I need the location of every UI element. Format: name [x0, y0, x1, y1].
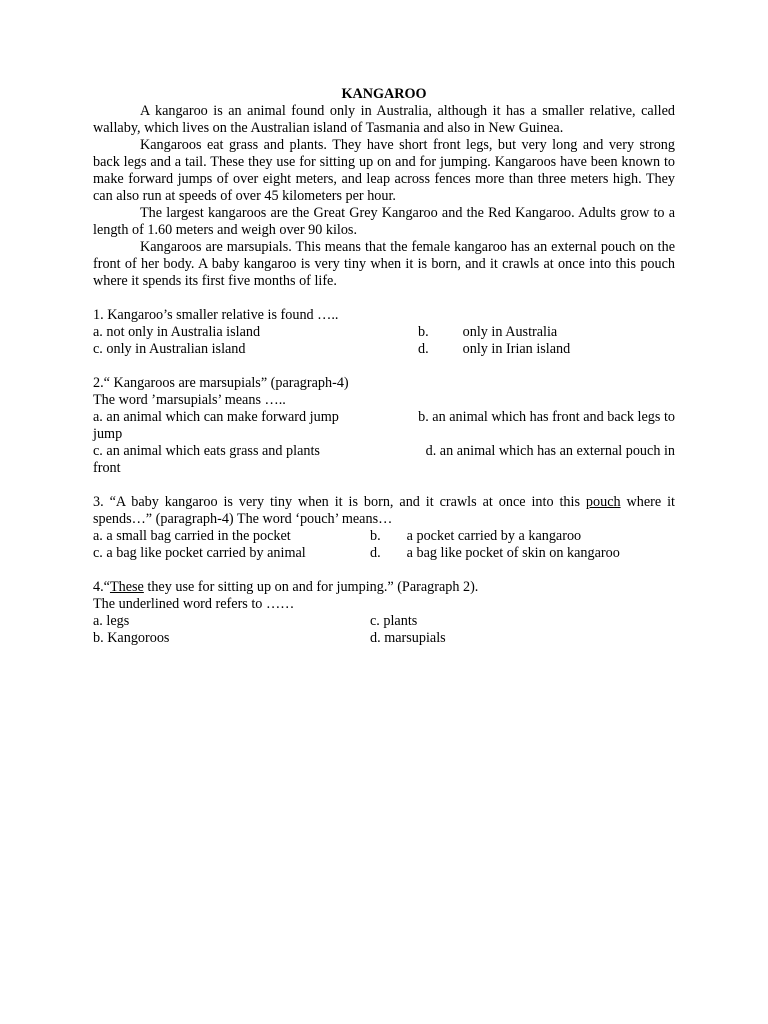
question-3-row-1 — [93, 528, 675, 545]
question-1-option-a: a. not only in Australia island — [93, 324, 261, 340]
question-4-stem-underlined: These — [109, 579, 144, 595]
question-3-option-b-text: a pocket carried by a kangaroo — [406, 528, 582, 544]
question-1-option-d — [418, 341, 570, 358]
question-1-stem: 1. Kangaroo’s smaller relative is found ….. — [93, 307, 339, 323]
question-2-option-b: b. an animal which has front and back legs to — [418, 409, 675, 425]
paragraph-1: A kangaroo is an animal found only in Australia, although it has a smaller relative, called wallaby, which lives on the Australian island of Tasmania and also in New Guinea. — [93, 103, 675, 136]
question-3-option-b-letter: b. — [370, 528, 381, 544]
question-2-stem-2: The word ’marsupials’ means ….. — [93, 392, 286, 408]
question-4-row-2 — [93, 630, 675, 647]
question-3-option-d-letter: d. — [370, 545, 381, 561]
question-2-option-d: d. an animal which has an external pouch in — [425, 443, 675, 459]
question-1-option-d-text: only in Irian island — [462, 341, 571, 357]
question-3-stem-part-2: where it spends…” (paragraph-4) The word ‘pouch’ means… — [93, 494, 675, 527]
question-1-option-c: c. only in Australian island — [93, 341, 246, 357]
question-2-option-a-continued: jump — [93, 426, 123, 442]
document-content — [93, 86, 675, 647]
question-3-stem-underlined: pouch — [585, 494, 621, 510]
question-1-option-b — [418, 324, 557, 341]
question-2-stem: 2.“ Kangaroos are marsupials” (paragraph-4) — [93, 375, 349, 391]
question-1-row-2 — [93, 341, 675, 358]
question-2-row-1 — [93, 409, 675, 426]
question-2-option-c: c. an animal which eats grass and plants — [93, 443, 320, 459]
question-1-option-b-text: only in Australia — [462, 324, 558, 340]
question-3-option-d — [370, 545, 620, 562]
paragraph-3: The largest kangaroos are the Great Grey Kangaroo and the Red Kangaroo. Adults grow to a length of 1.60 meters and weigh over 90 kilos. — [93, 205, 675, 238]
question-3-row-2 — [93, 545, 675, 562]
question-3-stem-part-1: 3. “A baby kangaroo is very tiny when it is born, and it crawls at once into this — [93, 494, 586, 510]
question-1-option-b-letter: b. — [418, 324, 429, 340]
question-3 — [93, 494, 675, 562]
question-2 — [93, 375, 675, 477]
question-3-option-d-text: a bag like pocket of skin on kangaroo — [406, 545, 620, 561]
paragraph-4: Kangaroos are marsupials. This means that the female kangaroo has an external pouch on the front of her body. A baby kangaroo is very tiny when it is born, and it crawls at once into this pouch where it spends its first five months of life. — [93, 239, 675, 289]
question-4-option-a: a. legs — [93, 613, 130, 629]
document-title: KANGAROO — [341, 86, 427, 102]
question-2-option-a: a. an animal which can make forward jump — [93, 409, 339, 425]
question-1 — [93, 307, 675, 358]
question-4 — [93, 579, 675, 647]
question-2-row-2 — [93, 443, 675, 460]
question-3-option-a: a. a small bag carried in the pocket — [93, 528, 291, 544]
question-4-stem-prefix: 4.“ — [93, 579, 110, 595]
question-2-option-d-continued: front — [93, 460, 121, 476]
paragraph-2: Kangaroos eat grass and plants. They have short front legs, but very long and very strong back legs and a tail. These they use for sitting up on and for jumping. Kangaroos have been known to make forward jumps of over eight meters, and leap across fences more than three meters high. They can also run at speeds of over 45 kilometers per hour. — [93, 137, 675, 204]
question-4-stem — [93, 579, 675, 596]
question-1-option-d-letter: d. — [418, 341, 429, 357]
question-3-option-c: c. a bag like pocket carried by animal — [93, 545, 306, 561]
question-1-row-1 — [93, 324, 675, 341]
question-3-option-b — [370, 528, 581, 545]
question-4-stem-2: The underlined word refers to …… — [93, 596, 295, 612]
question-4-option-b: b. Kangoroos — [93, 630, 170, 646]
question-4-option-d: d. marsupials — [370, 630, 446, 646]
question-3-stem — [93, 494, 675, 528]
question-4-row-1 — [93, 613, 675, 630]
question-4-option-c: c. plants — [370, 613, 418, 629]
question-4-stem-rest: they use for sitting up on and for jumping.” (Paragraph 2). — [143, 579, 479, 595]
